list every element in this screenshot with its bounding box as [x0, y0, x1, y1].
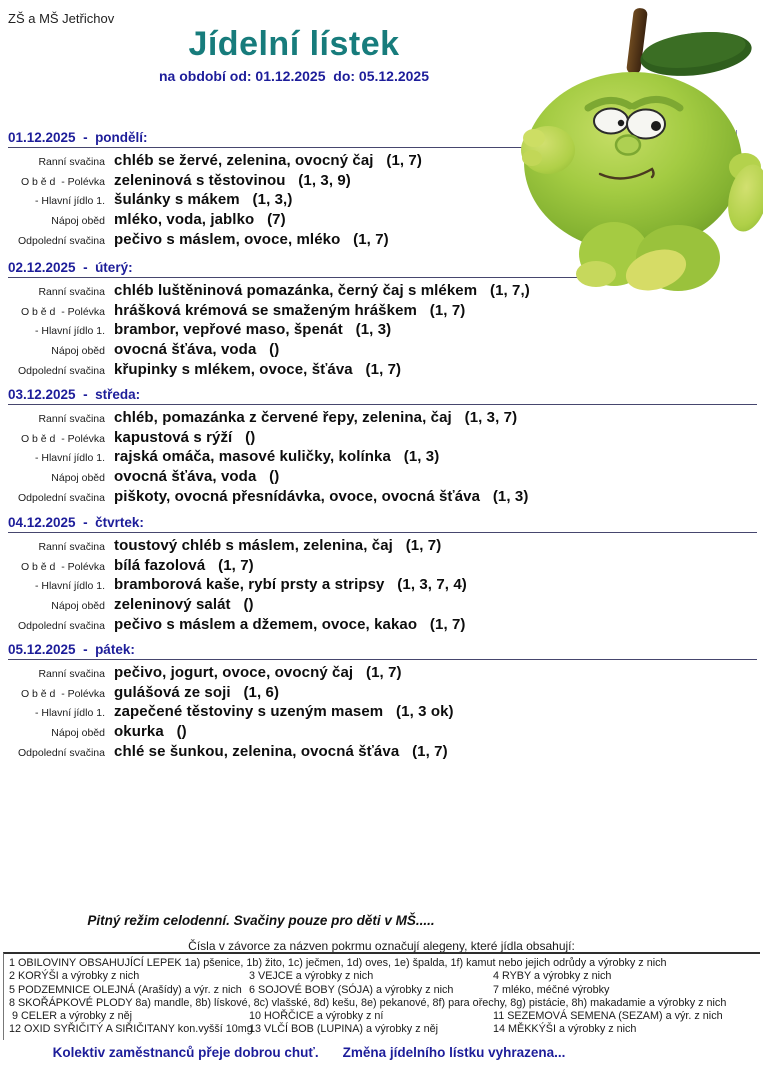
page-title: Jídelní lístek — [188, 25, 400, 63]
day-rule — [8, 147, 605, 148]
meal-label: Ranní svačina — [38, 156, 105, 168]
allergen-row — [4, 970, 760, 983]
allergen-cell: 5 PODZEMNICE OLEJNÁ (Arašídy) a výr. z nich — [9, 983, 242, 996]
meal-row — [8, 361, 757, 381]
allergen-cell: 6 SOJOVÉ BOBY (SÓJA) a výrobky z nich — [249, 983, 454, 996]
day-rule — [8, 404, 757, 405]
meal-text: toustový chléb s máslem, zelenina, čaj (1, 7) — [114, 537, 442, 554]
allergen-row: 1 OBILOVINY OBSAHUJÍCÍ LEPEK 1a) pšenice, 1b) žito, 1c) ječmen, 1d) oves, 1e) špalda, 1f) kamut nebo jejich odrůdy a výrobky z nich — [9, 957, 667, 969]
meal-text: zapečené těstoviny s uzeným masem (1, 3 ok) — [114, 703, 454, 721]
apple-mascot-image — [518, 2, 763, 294]
meal-row — [8, 321, 757, 341]
allergen-cell: 7 mléko, méčné výrobky — [493, 983, 610, 996]
day-date-header: 03.12.2025 - středa: — [8, 387, 141, 402]
meal-label: O b ě d - Polévka — [20, 560, 105, 573]
apple-left-hand — [521, 126, 575, 174]
meal-label: Ranní svačina — [38, 413, 105, 425]
allergen-row — [4, 1023, 760, 1036]
meal-text: chléb se žervé, zelenina, ovocný čaj (1, 7) — [114, 152, 422, 169]
meal-label: Odpolední svačina — [18, 746, 105, 759]
allergen-cell: 14 MĚKKÝŠI a výrobky z nich — [493, 1023, 637, 1036]
meal-label: Nápoj oběd — [51, 600, 105, 613]
allergen-cell: 13 VLČÍ BOB (LUPINA) a výrobky z něj — [249, 1023, 439, 1036]
meal-text: brambor, vepřové maso, špenát (1, 3) — [114, 321, 392, 339]
footer-change-notice: Změna jídelního lístku vyhrazena... — [342, 1045, 566, 1060]
meal-text: mléko, voda, jablko (7) — [114, 211, 286, 229]
meal-label: O b ě d - Polévka — [20, 687, 105, 700]
meal-row — [8, 429, 757, 449]
day-section-thursday — [8, 516, 757, 635]
meal-text: křupinky s mlékem, ovoce, šťáva (1, 7) — [114, 360, 402, 378]
allergen-cell: 2 KORÝŠI a výrobky z nich — [9, 970, 140, 983]
allergen-cell: 11 SEZEMOVÁ SEMENA (SEZAM) a výr. z nich — [493, 1010, 723, 1023]
meal-row — [8, 341, 757, 361]
meal-text: chléb luštěninová pomazánka, černý čaj s mlékem (1, 7,) — [114, 282, 530, 299]
meal-row — [8, 302, 757, 322]
meal-text: piškoty, ovocná přesnídávka, ovoce, ovocná šťáva (1, 3) — [114, 487, 529, 505]
meal-text: chléb, pomazánka z červené řepy, zelenina, čaj (1, 3, 7) — [114, 409, 518, 426]
meal-text: hrášková krémová se smaženým hráškem (1, 7) — [114, 301, 466, 319]
meal-text: pečivo, jogurt, ovoce, ovocný čaj (1, 7) — [114, 664, 402, 681]
allergen-row — [4, 984, 760, 997]
day-section-wednesday — [8, 388, 757, 507]
day-date-header: 04.12.2025 - čtvrtek: — [8, 515, 144, 530]
day-date-header: 01.12.2025 - pondělí: — [8, 130, 148, 145]
meal-label: O b ě d - Polévka — [20, 305, 105, 318]
meal-label: - Hlavní jídlo 1. — [34, 580, 105, 593]
meal-label: Ranní svačina — [38, 668, 105, 680]
meal-label: Odpolední svačina — [18, 364, 105, 377]
meal-label: O b ě d - Polévka — [20, 432, 105, 445]
allergen-row: 8 SKOŘÁPKOVÉ PLODY 8a) mandle, 8b) lískové, 8c) vlašské, 8d) kešu, 8e) pekanové, 8f) para ořechy, 8g) pistácie, 8h) makadamie a výrobky z nich — [9, 996, 727, 1009]
meal-text: bílá fazolová (1, 7) — [114, 556, 254, 574]
allergen-cell: 12 OXID SYŘIČITÝ A SIŘIČITANY kon.vyšší 10mg — [9, 1023, 253, 1036]
meal-row — [8, 468, 757, 488]
meal-row — [8, 743, 757, 763]
meal-text: chlé se šunkou, zelenina, ovocná šťáva (1, 7) — [114, 742, 448, 760]
day-rule — [8, 659, 757, 660]
school-name: ZŠ a MŠ Jetřichov — [8, 11, 115, 26]
apple-nose — [616, 136, 640, 155]
meal-label: Odpolední svačina — [18, 234, 105, 247]
meal-text: bramborová kaše, rybí prsty a stripsy (1, 3, 7, 4) — [114, 576, 467, 594]
allergen-cell: 10 HOŘČICE a výrobky z ní — [249, 1010, 384, 1023]
meal-label: Nápoj oběd — [51, 727, 105, 740]
meal-label: - Hlavní jídlo 1. — [34, 195, 105, 208]
allergen-cell: 4 RYBY a výrobky z nich — [493, 970, 612, 983]
meal-text: pečivo s máslem a džemem, ovoce, kakao (1, 7) — [114, 615, 466, 633]
meal-row — [8, 684, 757, 704]
meal-row — [8, 703, 757, 723]
allergen-cell: 3 VEJCE a výrobky z nich — [249, 970, 374, 983]
meal-row — [8, 664, 757, 684]
allergen-row — [4, 1010, 760, 1023]
meal-label: - Hlavní jídlo 1. — [34, 325, 105, 338]
meal-label: Odpolední svačina — [18, 491, 105, 504]
day-date-header: 02.12.2025 - úterý: — [8, 260, 133, 275]
meal-label: - Hlavní jídlo 1. — [34, 452, 105, 465]
meal-text: pečivo s máslem, ovoce, mléko (1, 7) — [114, 230, 389, 248]
meal-text: zeleninový salát () — [114, 596, 254, 614]
drink-regime-note: Pitný režim celodenní. Svačiny pouze pro děti v MŠ..... — [87, 913, 435, 928]
meal-row — [8, 576, 757, 596]
meal-text: šulánky s mákem (1, 3,) — [114, 191, 293, 209]
document-header — [0, 26, 588, 84]
meal-row — [8, 557, 757, 577]
menu-period: na období od: 01.12.2025 do: 05.12.2025 — [159, 68, 429, 84]
meal-text: ovocná šťáva, voda () — [114, 341, 280, 359]
day-rule — [8, 532, 757, 533]
allergen-cell: 9 CELER a výrobky z něj — [9, 1010, 133, 1023]
meal-row — [8, 723, 757, 743]
meal-label: Ranní svačina — [38, 286, 105, 298]
footer — [0, 1045, 618, 1060]
meal-text: okurka () — [114, 723, 187, 741]
apple-leaf — [638, 26, 754, 81]
meal-row — [8, 488, 757, 508]
meal-text: zeleninová s těstovinou (1, 3, 9) — [114, 171, 351, 189]
meal-label: - Hlavní jídlo 1. — [34, 707, 105, 720]
meal-text: ovocná šťáva, voda () — [114, 468, 280, 486]
day-section-friday — [8, 643, 757, 762]
meal-row — [8, 596, 757, 616]
allergen-table — [3, 952, 760, 1040]
meal-label: Nápoj oběd — [51, 345, 105, 358]
meal-row — [8, 616, 757, 636]
meal-row — [8, 448, 757, 468]
day-date-header: 05.12.2025 - pátek: — [8, 642, 135, 657]
meal-label: O b ě d - Polévka — [20, 175, 105, 188]
footer-wish-text: Kolektiv zaměstnanců přeje dobrou chuť. — [52, 1045, 319, 1060]
meal-label: Nápoj oběd — [51, 472, 105, 485]
meal-row — [8, 537, 757, 557]
meal-text: kapustová s rýží () — [114, 428, 256, 446]
meal-label: Ranní svačina — [38, 541, 105, 553]
meal-row — [8, 409, 757, 429]
allergen-explanation-note: Čísla v závorce za názven pokrmu označují alegeny, které jídla obsahují: — [188, 939, 575, 953]
meal-text: rajská omáča, masové kuličky, kolínka (1, 3) — [114, 448, 440, 466]
meal-label: Odpolední svačina — [18, 619, 105, 632]
meal-label: Nápoj oběd — [51, 215, 105, 228]
meal-text: gulášová ze soji (1, 6) — [114, 683, 280, 701]
